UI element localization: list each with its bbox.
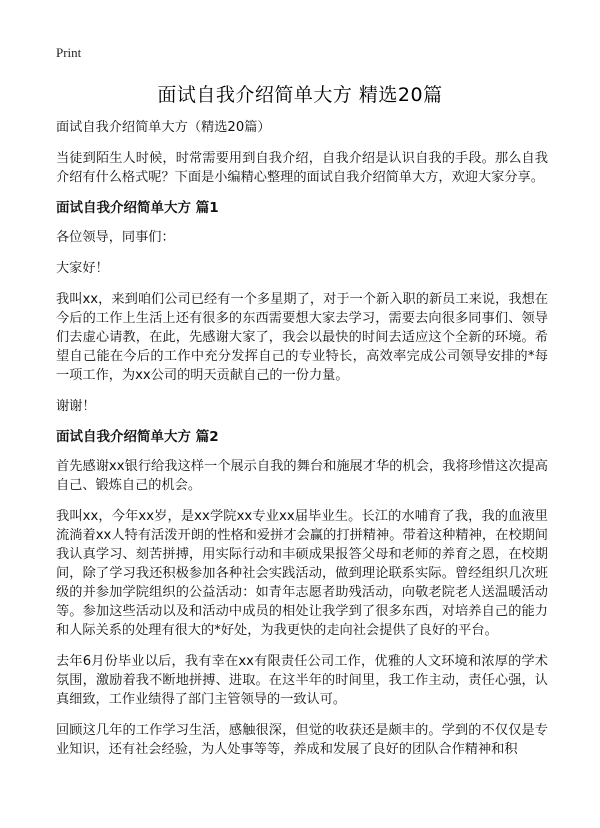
section-heading-1: 面试自我介绍简单大方 篇1	[56, 200, 219, 216]
section-2-paragraph: 我叫xx，今年xx岁，是xx学院xx专业xx届毕业生。长江的水哺育了我，我的血液里流淌着xx人特有活泼开朗的性格和爱拼才会赢的打拼精神。带着这种精神，在校期间我认真学习、刻苦拼搏，用实际行动和丰硕成果报答父母和老师的养育之恩，在校期间，除了学习我还积极参加各种社会实践活动，做到理论联系实际。曾经组织几次班级的并参加学院组织的公益活动：如青年志愿者助残活动，向敬老院老人送温暖活动等。参加这些活动以及和活动中成员的相处让我学到了很多东西，对培养自己的能力和人际关系的处理有很大的*好处，为我更快的走向社会提供了良好的平台。	[56, 509, 548, 638]
intro-paragraph: 当徒到陌生人时候，时常需要用到自我介绍，自我介绍是认识自我的手段。那么自我介绍有什么格式呢？下面是小编精心整理的面试自我介绍简单大方，欢迎大家分享。	[56, 151, 548, 185]
section-heading-2: 面试自我介绍简单大方 篇2	[56, 429, 219, 445]
section-1-paragraph: 我叫xx，来到咱们公司已经有一个多星期了，对于一个新入职的新员工来说，我想在今后的工作上生活上还有很多的东西需要想大家去学习，需要去向很多同事们、领导们去虚心请教，在此，先感谢大家了，我会以最快的时间去适应这个全新的环境。希望自己能在今后的工作中充分发挥自己的专业特长，高效率完成公司领导安排的*每一项工作，为xx公司的明天贡献自己的一份力量。	[56, 292, 548, 383]
section-2-paragraph: 去年6月份毕业以后，我有幸在xx有限责任公司工作，优雅的人文环境和浓厚的学术氛围，激励着我不断地拼搏、进取。在这半年的时间里，我工作主动，责任心强，认真细致，工作业绩得了部门主管领导的一致认可。	[56, 654, 548, 707]
section-2-paragraph: 首先感谢xx银行给我这样一个展示自我的舞台和施展才华的机会，我将珍惜这次提高自己、锻炼自己的机会。	[56, 459, 548, 493]
section-1-paragraph: 大家好！	[56, 261, 109, 276]
print-link[interactable]: Print	[56, 45, 82, 60]
article-body	[56, 118, 548, 771]
section-2-paragraph: 回顾这几年的工作学习生活，感触很深，但觉的收获还是颇丰的。学到的不仅仅是专业知识，还有社会经验，为人处事等等，养成和发展了良好的团队合作精神和积	[56, 723, 548, 757]
article-subtitle: 面试自我介绍简单大方（精选20篇）	[56, 120, 271, 135]
section-1-paragraph: 谢谢！	[56, 399, 96, 414]
section-1-paragraph: 各位领导，同事们：	[56, 230, 175, 245]
page-title: 面试自我介绍简单大方 精选20篇	[157, 84, 443, 106]
